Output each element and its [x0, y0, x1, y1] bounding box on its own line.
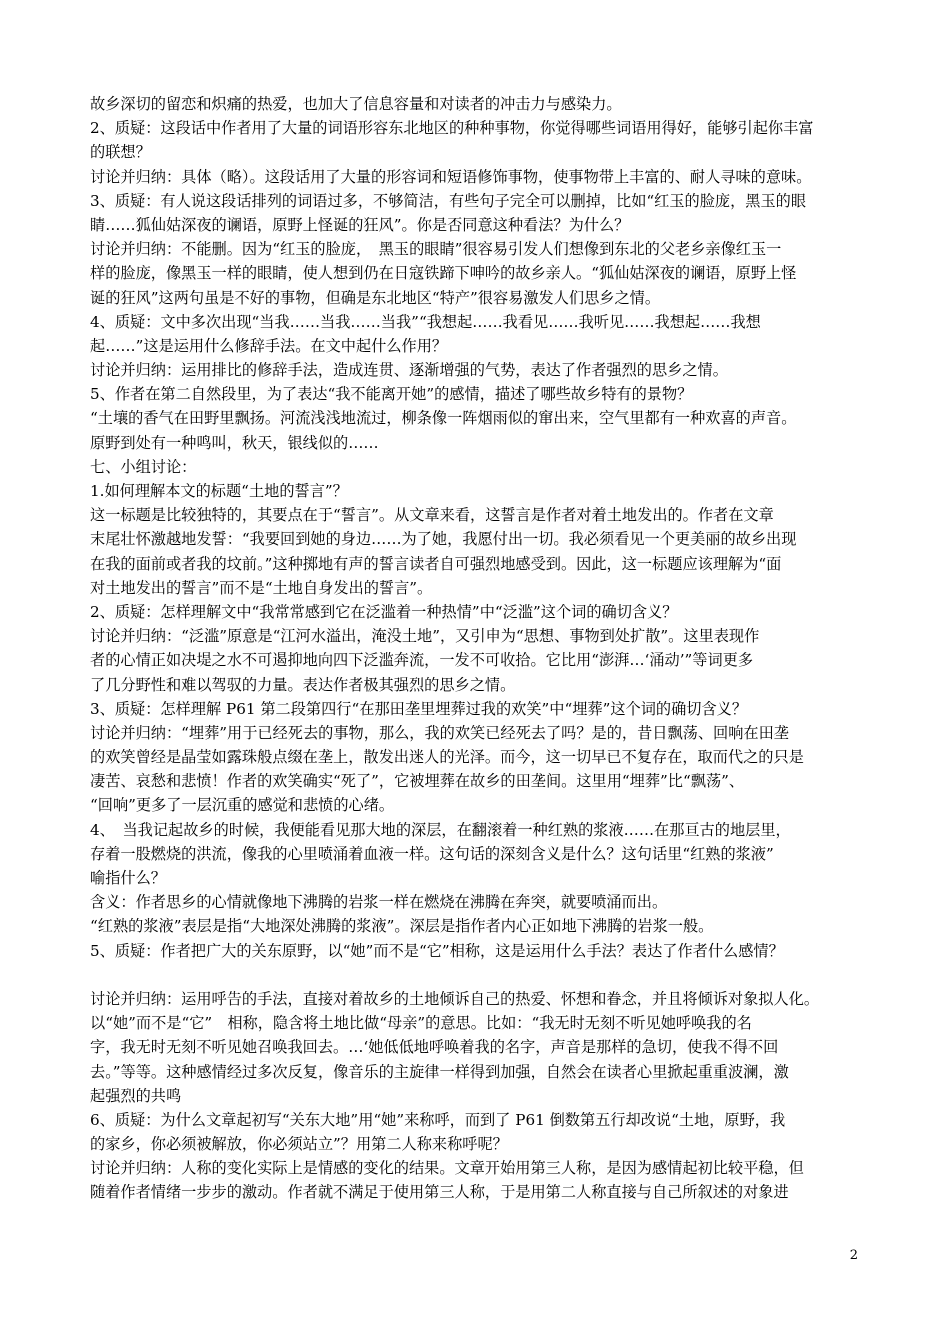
text-line: 5、作者在第二自然段里，为了表达“我不能离开她”的感情，描述了哪些故乡特有的景物？	[90, 385, 693, 404]
text-line: 故乡深切的留恋和炽痛的热爱，也加大了信息容量和对读者的冲击力与感染力。	[90, 95, 622, 113]
text-line: “土壤的香气在田野里飘扬。河流浅浅地流过，柳条像一阵烟雨似的窜出来，空气里都有一种欢喜的声音。	[90, 409, 797, 428]
text-line: 这一标题是比较独特的，其要点在于“誓言”。从文章来看，这誓言是作者对着土地发出的。作者在文章	[90, 506, 774, 525]
text-line: 以“她”而不是“它” 相称，隐含将土地比做“母亲”的意思。比如：“我无时无刻不听见她呼唤我的名	[90, 1014, 752, 1033]
text-line: 喻指什么？	[90, 869, 166, 887]
text-line: 讨论并归纳：运用呼告的手法，直接对着故乡的土地倾诉自己的热爱、怀想和眷念，并且将倾诉对象拟人化。	[90, 989, 819, 1008]
text-line: 随着作者情绪一步步的激动。作者就不满足于使用第三人称，于是用第二人称直接与自己所叙述的对象进	[90, 1183, 789, 1202]
page-number: 2	[849, 1248, 858, 1263]
text-line: 的家乡，你必须被解放，你必须站立”？用第二人称来称呼呢？	[90, 1135, 508, 1154]
text-line: “回响”更多了一层沉重的感觉和悲愤的心绪。	[90, 796, 395, 815]
text-line: 凄苦、哀愁和悲愤！作者的欢笑确实“死了”，它被埋葬在故乡的田垄间。这里用“埋葬”比“飘荡”、	[90, 772, 745, 791]
text-line: 去。”等等。这种感情经过多次反复，像音乐的主旋律一样得到加强，自然会在读者心里掀起重重波澜，激	[90, 1062, 789, 1081]
text-line: 6、质疑：为什么文章起初写“关东大地”用“她”来称呼，而到了 P61 倒数第五行却改说“土地，原野，我	[90, 1110, 786, 1129]
text-line: 讨论并归纳：运用排比的修辞手法，造成连贯、逐渐增强的气势，表达了作者强烈的思乡之情。	[90, 361, 728, 380]
text-line: 的欢笑曾经是晶莹如露珠般点缀在垄上，散发出迷人的光泽。而今，这一切早已不复存在，取而代之的只是	[90, 748, 804, 767]
text-line: 存着一股燃烧的洪流，像我的心里喷涌着血液一样。这句话的深刻含义是什么？这句话里“红熟的浆液”	[90, 844, 774, 863]
text-line: 讨论并归纳：不能删。因为“红玉的脸庞， 黑玉的眼睛”很容易引发人们想像到东北的父老乡亲像红玉一	[90, 240, 782, 259]
text-line: 字，我无时无刻不听见她召唤我回去。…‘她低低地呼唤着我的名字，声音是那样的急切，使我不得不回	[90, 1038, 779, 1057]
text-line: 末尾壮怀激越地发誓：“我要回到她的身边……为了她，我愿付出一切。我必须看见一个更美丽的故乡出现	[90, 530, 797, 549]
text-line: 含义：作者思乡的心情就像地下沸腾的岩浆一样在燃烧在沸腾在奔突，就要喷涌而出。	[90, 893, 668, 912]
text-line: 4、 当我记起故乡的时候，我便能看见那大地的深层，在翻滚着一种红熟的浆液……在那亘古的地层里，	[90, 820, 791, 839]
text-line: 原野到处有一种鸣叫，秋天，银线似的……	[90, 433, 379, 452]
text-line: “红熟的浆液”表层是指“大地深处沸腾的浆液”。深层是指作者内心正如地下沸腾的岩浆一般。	[90, 917, 714, 936]
text-line: 4、质疑：文中多次出现“当我……当我……当我”“我想起……我看见……我听见……我想起……我想	[90, 312, 761, 331]
text-line: 1.如何理解本文的标题“土地的誓言”？	[90, 482, 348, 500]
text-line: 2、质疑：怎样理解文中“我常常感到它在泛滥着一种热情”中“泛滥”这个词的确切含义？	[90, 602, 678, 621]
text-line: 在我的面前或者我的坟前。”这种掷地有声的誓言读者自可强烈地感受到。因此，这一标题应该理解为“面	[90, 554, 782, 573]
text-line: 讨论并归纳：具体（略）。这段话用了大量的形容词和短语修饰事物，使事物带上丰富的、耐人寻味的意味。	[90, 167, 812, 186]
text-line: 睛……狐仙姑深夜的谰语，原野上怪诞的狂风”。你是否同意这种看法？为什么？	[90, 215, 630, 234]
text-line: 的联想？	[90, 143, 151, 162]
text-line: 对土地发出的誓言”而不是“土地自身发出的誓言”。	[90, 578, 433, 597]
text-line: 七、小组讨论：	[90, 457, 197, 476]
text-line: 讨论并归纳：“埋葬”用于已经死去的事物，那么，我的欢笑已经死去了吗？是的，昔日飘荡、回响在田垄	[90, 723, 789, 742]
document-body	[90, 92, 880, 1205]
text-line: 样的脸庞，像黑玉一样的眼睛，使人想到仍在日寇铁蹄下呻吟的故乡亲人。“狐仙姑深夜的谰语，原野上怪	[90, 264, 797, 283]
text-line: 诞的狂风”这两句虽是不好的事物，但确是东北地区“特产”很容易激发人们思乡之情。	[90, 288, 661, 307]
text-line: 5、质疑：作者把广大的关东原野，以“她”而不是“它”相称，这是运用什么手法？表达了作者什么感情？	[90, 941, 784, 960]
text-line: 2、质疑：这段话中作者用了大量的词语形容东北地区的种种事物，你觉得哪些词语用得好，能够引起你丰富	[90, 119, 814, 138]
text-line: 起强烈的共鸣	[90, 1086, 182, 1105]
text-line: 者的心情正如决堤之水不可遏抑地向四下泛滥奔流，一发不可收拾。它比用“澎湃…‘涌动’”等词更多	[90, 651, 754, 670]
text-line: 3、质疑：有人说这段话排列的词语过多，不够简洁，有些句子完全可以删掉，比如“红玉的脸庞，黑玉的眼	[90, 191, 807, 210]
text-line: 讨论并归纳：人称的变化实际上是情感的变化的结果。文章开始用第三人称，是因为感情起初比较平稳，但	[90, 1159, 804, 1178]
text-line: 3、质疑：怎样理解 P61 第二段第四行“在那田垄里埋葬过我的欢笑”中“埋葬”这个词的确切含义？	[90, 699, 748, 718]
text-line: 起……”这是运用什么修辞手法。在文中起什么作用？	[90, 336, 448, 355]
text-line: 了几分野性和难以驾驭的力量。表达作者极其强烈的思乡之情。	[90, 675, 516, 694]
text-line: 讨论并归纳：“泛滥”原意是“江河水溢出，淹没土地”，又引申为“思想、事物到处扩散”。这里表现作	[90, 627, 760, 646]
text-line	[90, 963, 880, 987]
